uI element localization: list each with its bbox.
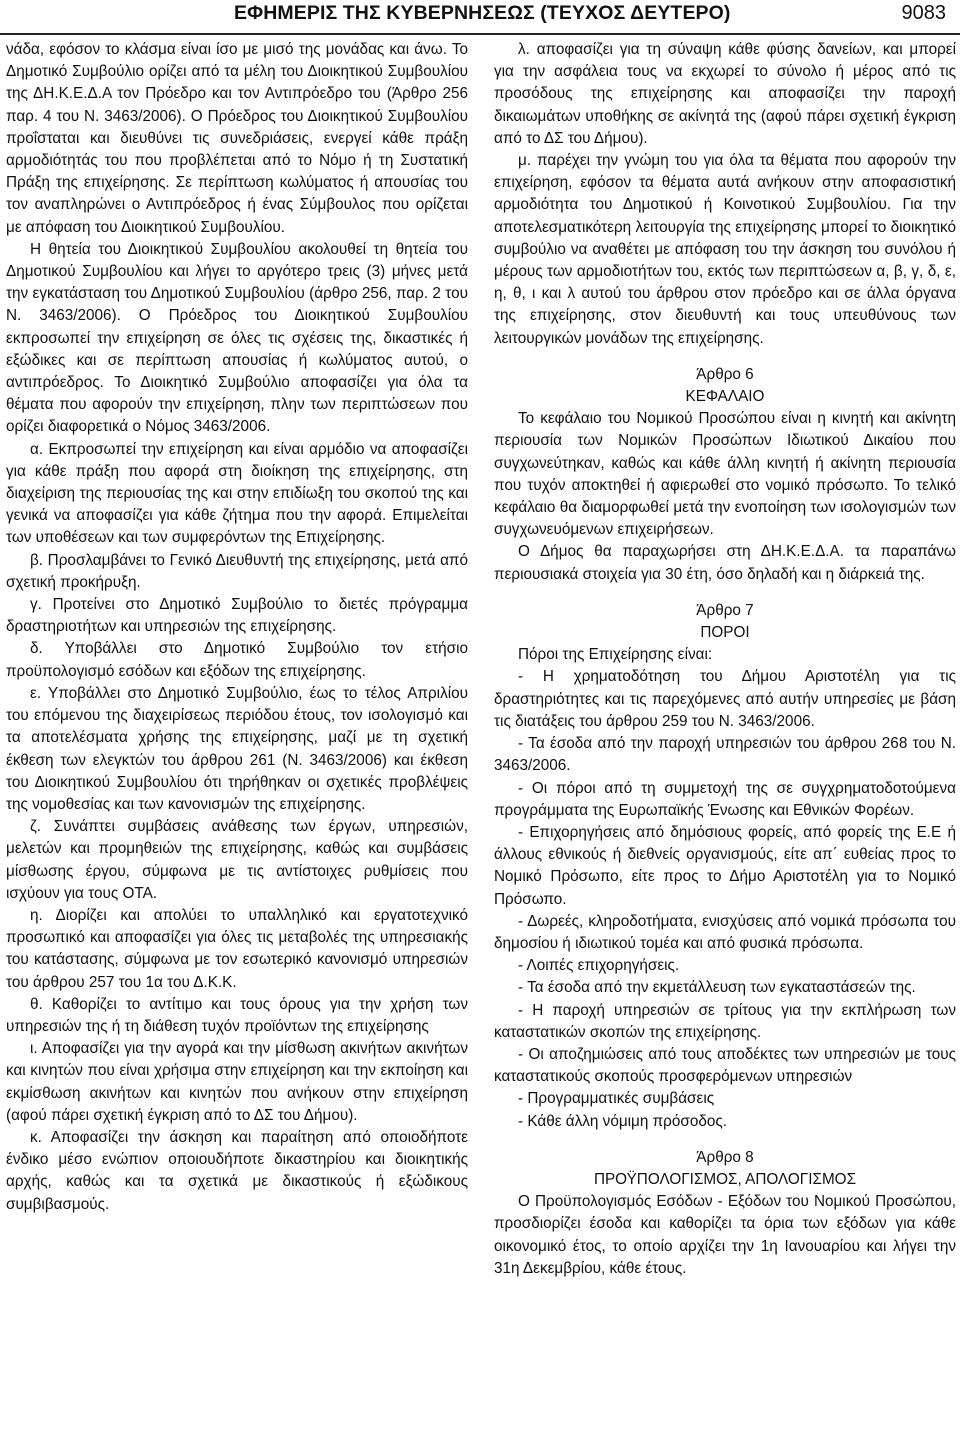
- paragraph: - Η χρηματοδότηση του Δήμου Αριστοτέλη για τις δραστηριότητες και τις παρεχόμενες από αυτήν υπηρεσίες με βάση τις διατάξεις του άρθρου 259 του Ν. 3463/2006.: [494, 668, 956, 730]
- paragraph: κ. Αποφασίζει την άσκηση και παραίτηση από οποιοδήποτε ένδικο μέσο ενώπιον οποιουδήποτε δικαστηρίου και διοικητικής αρχής, καθώς και τα σχετικά με δικαστικούς ή εξώδικους συμβιβασμούς.: [6, 1128, 468, 1213]
- paragraph: Ο Προϋπολογισμός Εσόδων - Εξόδων του Νομικού Προσώπου, προσδιορίζει έσοδα και καθορίζει τα όρια των εξόδων για κάθε οικονομικό έτος, το οποίο αρχίζει την 1η Ιανουαρίου και λήγει την 31η Δεκεμβρίου, κάθε έτους.: [494, 1193, 956, 1277]
- paragraph: η. Διορίζει και απολύει το υπαλληλικό και εργατοτεχνικό προσωπικό και αποφασίζει για όλες τις μεταβολές της υπηρεσιακής του κατάστασης, σύμφωνα με τον εσωτερικό κανονισμό υπηρεσιών του άρθρου 257 του 1α του Δ.Κ.Κ.: [6, 906, 468, 991]
- paragraph: - Λοιπές επιχορηγήσεις.: [518, 957, 680, 975]
- left-column: [6, 39, 468, 1216]
- article-heading: Άρθρο 7: [696, 601, 754, 619]
- paragraph: ε. Υποβάλλει στο Δημοτικό Συμβούλιο, έως το τέλος Απριλίου του επόμενου της διαχειρίσεως περιόδου έτους, τον ισολογισμό και τα αποτελέσματα χρήσης της επιχείρησης, μαζί με τη σχετική έκθεση των ελεγκτών του άρθρου 261 (Ν. 3463/2006) και έκθεση του Διοικητικού Συμβουλίου ότι τηρήθηκαν οι σχετικές προβλέψεις της νομοθεσίας και των κανονισμών της επιχείρησης.: [6, 684, 468, 813]
- paragraph: νάδα, εφόσον το κλάσμα είναι ίσο με μισό της μονάδας και άνω. Το Δημοτικό Συμβούλιο ορίζει από τα μέλη του Διοικητικού Συμβουλίου της ΔΗ.Κ.Ε.Δ.Α τον Πρόεδρο και τον Αντιπρόεδρο του (Άρθρο 256 παρ. 4 του Ν. 3463/2006). Ο Πρόεδρος του Διοικητικού Συμβουλίου προΐσταται και διευθύνει τις συνεδριάσεις, ενεργεί κάθε πράξη αρμοδιότητάς του που προβλέπεται από το Νόμο ή τη Συστατική Πράξη της επιχείρησης. Σε περίπτωση κωλύματος ή απουσίας του τον αναπληρώνει ο Αντιπρόεδρος ή ένας Σύμβουλος που ορίζεται με απόφαση του Διοικητικού Συμβουλίου.: [6, 41, 468, 236]
- paragraph: - Οι πόροι από τη συμμετοχή της σε συγχρηματοδοτούμενα προγράμματα της Ευρωπαϊκής Ένωσης και Εθνικών Φορέων.: [494, 779, 956, 819]
- paragraph: Πόροι της Επιχείρησης είναι:: [518, 646, 713, 664]
- right-column: [494, 39, 956, 1280]
- paragraph: - Οι αποζημιώσεις από τους αποδέκτες των υπηρεσιών με τους καταστατικούς σκοπούς προσφερόμενων υπηρεσιών: [494, 1045, 956, 1086]
- paragraph: α. Εκπροσωπεί την επιχείρηση και είναι αρμόδιο να αποφασίζει για κάθε πράξη που αφορά στη διοίκηση της επιχείρησης, στη διαχείριση της περιουσίας της και στην επιδίωξη του σκοπού της και γενικά να αποφασίζει για κάθε ζήτημα που την αφορά. Επιμελείται των υποθέσεων και των συμφερόντων της Επιχείρησης.: [6, 440, 468, 547]
- paragraph: - Κάθε άλλη νόμιμη πρόσοδος.: [518, 1112, 727, 1130]
- paragraph: Η θητεία του Διοικητικού Συμβουλίου ακολουθεί τη θητεία του Δημοτικού Συμβουλίου και λήγει το αργότερο τρεις (3) μήνες μετά την εγκατάσταση του Δημοτικού Συμβουλίου (άρθρο 256, παρ. 2 του Ν. 3463/2006). Ο Πρόεδρος του Διοικητικού Συμβουλίου εκπροσωπεί την επιχείρηση σε όλες τις σχέσεις της, δικαστικές ή εξώδικες και σε περίπτωση απουσίας ή κωλύματος αυτού, ο αντιπρόεδρος. Το Διοικητικό Συμβούλιο αποφασίζει για όλα τα θέματα που αφορούν την επιχείρηση, πλην των περιπτώσεων που ορίζει διαφορετικά ο Νόμος 3463/2006.: [6, 240, 468, 436]
- paragraph: - Τα έσοδα από την εκμετάλλευση των εγκαταστάσεών της.: [518, 979, 916, 997]
- paragraph: Ο Δήμος θα παραχωρήσει στη ΔΗ.Κ.Ε.Δ.Α. τα παραπάνω περιουσιακά στοιχεία για 30 έτη, όσο δηλαδή και η διάρκειά της.: [494, 543, 956, 583]
- article-heading: ΠΟΡΟΙ: [700, 624, 750, 642]
- article-heading: Άρθρο 8: [696, 1148, 754, 1166]
- paragraph: - Επιχορηγήσεις από δημόσιους φορείς, από φορείς της Ε.Ε ή άλλους εθνικούς ή διεθνείς οργανισμούς, είτε απ΄ ευθείας προς το Νομικό Πρόσωπο, είτε προς το Δήμο Αριστοτέλη για το Νομικό Πρόσωπο.: [494, 823, 956, 908]
- paragraph: θ. Καθορίζει το αντίτιμο και τους όρους για την χρήση των υπηρεσιών της ή τη διάθεση τυχόν προϊόντων της επιχείρησης: [6, 995, 468, 1035]
- paragraph: γ. Προτείνει στο Δημοτικό Συμβούλιο το διετές πρόγραμμα δραστηριοτήτων και υπηρεσιών της επιχείρησης.: [6, 596, 468, 636]
- header-divider: [0, 33, 960, 35]
- paragraph: - Τα έσοδα από την παροχή υπηρεσιών του άρθρου 268 του Ν. 3463/2006.: [494, 735, 956, 775]
- gazette-title: ΕΦΗΜΕΡΙΣ ΤΗΣ ΚΥΒΕΡΝΗΣΕΩΣ (ΤΕΥΧΟΣ ΔΕΥΤΕΡΟ): [234, 2, 731, 24]
- page-number: 9083: [901, 2, 946, 24]
- paragraph: - Δωρεές, κληροδοτήματα, ενισχύσεις από νομικά πρόσωπα του δημοσίου ή ιδιωτικού τομέα και από φυσικά πρόσωπα.: [494, 912, 956, 952]
- article-heading: ΚΕΦΑΛΑΙΟ: [685, 388, 765, 406]
- paragraph: δ. Υποβάλλει στο Δημοτικό Συμβούλιο τον ετήσιο προϋπολογισμό εσόδων και εξόδων της επιχείρησης.: [6, 640, 468, 680]
- article-heading: ΠΡΟΫΠΟΛΟΓΙΣΜΟΣ, ΑΠΟΛΟΓΙΣΜΟΣ: [593, 1170, 857, 1188]
- page-header: [0, 0, 960, 36]
- paragraph: Το κεφάλαιο του Νομικού Προσώπου είναι η κινητή και ακίνητη περιουσία των Νομικών Προσώπων Ιδιωτικού Δικαίου που συγχωνεύτηκαν, καθώς και κάθε άλλη κινητή ή ακίνητη περιουσία που τυχόν αποκτηθεί ή αφιερωθεί στο νομικό πρόσωπο. Το τελικό κεφάλαιο θα διαμορφωθεί μετά την ενοποίηση των ισολογισμών των συγχωνευόμενων επιχειρήσεων.: [494, 410, 956, 539]
- article-heading: Άρθρο 6: [696, 365, 754, 383]
- paragraph: ζ. Συνάπτει συμβάσεις ανάθεσης των έργων, υπηρεσιών, μελετών και προμηθειών της επιχείρησης, καθώς και συμβάσεις μίσθωσης έργου, σύμφωνα με τις αντίστοιχες ρυθμίσεις που ισχύουν για τους ΟΤΑ.: [6, 818, 468, 902]
- paragraph: μ. παρέχει την γνώμη του για όλα τα θέματα που αφορούν την επιχείρηση, εφόσον τα θέματα αυτά ανήκουν στην αποφασιστική αρμοδιότητα του Δημοτικού ή Κοινοτικού Συμβουλίου. Για την αποτελεσματικότερη λειτουργία της επιχείρησης μπορεί το διοικητικό συμβούλιο να αναθέτει με απόφαση του την άσκηση του συνόλου ή μέρους των αρμοδιοτήτων του, εκτός των περιπτώσεων α, β, γ, δ, ε, η, θ, ι και λ αυτού του άρθρου στον πρόεδρο και σε άλλα όργανα της επιχείρησης, στον διευθυντή και τους υπευθύνους των λειτουργικών μονάδων της επιχείρησης.: [494, 152, 956, 347]
- paragraph: ι. Αποφασίζει για την αγορά και την μίσθωση ακινήτων ακινήτων και κινητών που είναι χρήσιμα στην επιχείρηση και την εκποίηση και εκμίσθωση ακινήτων και κινητών που ανήκουν στην επιχείρηση (αφού πάρει σχετική έγκριση από το ΔΣ του Δήμου).: [6, 1040, 468, 1124]
- paragraph: β. Προσλαμβάνει το Γενικό Διευθυντή της επιχείρησης, μετά από σχετική προκήρυξη.: [6, 551, 468, 591]
- paragraph: - Η παροχή υπηρεσιών σε τρίτους για την εκπλήρωση των καταστατικών σκοπών της επιχείρησης.: [494, 1001, 956, 1041]
- paragraph: λ. αποφασίζει για τη σύναψη κάθε φύσης δανείων, και μπορεί για την ασφάλεια τους να εκχωρεί το σύνολο ή μέρος από τις προσόδους της επιχείρησης και αποφασίζει την παροχή δικαιωμάτων υποθήκης σε ακίνητά της (αφού πάρει σχετική έγκριση από το ΔΣ του Δήμου).: [494, 41, 956, 147]
- paragraph: - Προγραμματικές συμβάσεις: [518, 1090, 715, 1108]
